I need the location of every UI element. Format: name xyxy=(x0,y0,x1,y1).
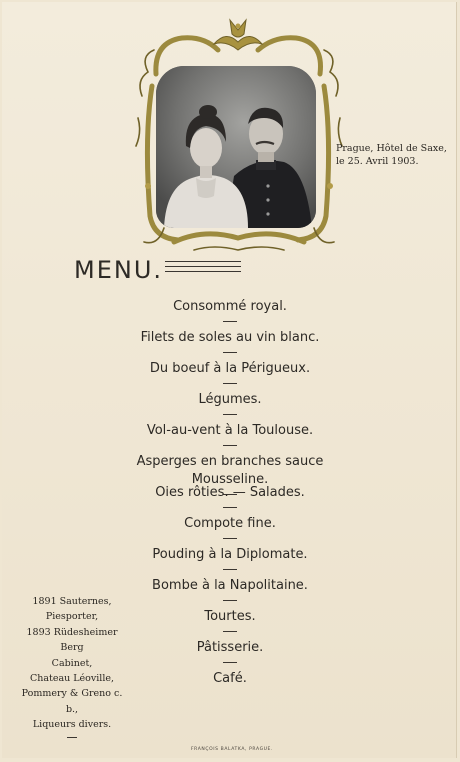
course-item: Consommé royal. xyxy=(114,298,346,329)
gold-art-nouveau-frame-ornament xyxy=(134,16,344,252)
wine-item: Cabinet, xyxy=(51,657,93,669)
wine-item: Liqueurs divers. xyxy=(32,719,112,731)
wine-item: 1893 Rüdesheimer Berg xyxy=(26,626,118,654)
course-separator xyxy=(223,600,237,601)
course-item: Pouding à la Diplomate. xyxy=(114,546,346,577)
course-item: Bombe à la Napolitaine. xyxy=(114,577,346,608)
wine-list xyxy=(16,594,128,738)
menu-heading-rules xyxy=(165,261,241,279)
menu-heading: MENU. xyxy=(74,256,164,284)
course-separator xyxy=(223,662,237,663)
course-item: Asperges en branches sauce Mousseline. xyxy=(114,453,346,484)
event-caption xyxy=(336,142,458,168)
printer-imprint: FRANÇOIS BALATKA, PRAGUE. xyxy=(190,747,274,752)
course-separator xyxy=(223,352,237,353)
course-separator xyxy=(223,538,237,539)
menu-card xyxy=(2,2,457,758)
wine-item: Piesporter, xyxy=(45,611,99,623)
caption-date: le 25. Avril 1903. xyxy=(336,156,419,167)
course-separator xyxy=(223,414,237,415)
course-item: Café. xyxy=(213,671,247,686)
course-item: Compote fine. xyxy=(114,515,346,546)
wine-item: 1891 Sauternes, xyxy=(32,596,112,607)
course-item: Vol-au-vent à la Toulouse. xyxy=(114,422,346,453)
wine-list-separator xyxy=(67,737,77,738)
course-separator xyxy=(223,631,237,632)
course-separator xyxy=(223,569,237,570)
course-separator xyxy=(223,445,237,446)
course-list xyxy=(114,298,346,701)
course-item: Filets de soles au vin blanc. xyxy=(114,329,346,360)
course-separator xyxy=(223,507,237,508)
caption-place: Prague, Hôtel de Saxe, xyxy=(336,143,447,154)
wine-item: Pommery & Greno c. b., xyxy=(21,688,123,715)
course-item: Tourtes. xyxy=(114,608,346,639)
course-separator xyxy=(223,383,237,384)
course-item: Pâtisserie. xyxy=(114,639,346,670)
course-item: Légumes. xyxy=(114,391,346,422)
wine-item: Chateau Léoville, xyxy=(29,673,115,685)
course-item: Du boeuf à la Périgueux. xyxy=(114,360,346,391)
ornamental-photo-frame xyxy=(134,16,344,252)
course-separator xyxy=(223,321,237,322)
course-item: Oies rôties. — Salades. xyxy=(114,484,346,515)
